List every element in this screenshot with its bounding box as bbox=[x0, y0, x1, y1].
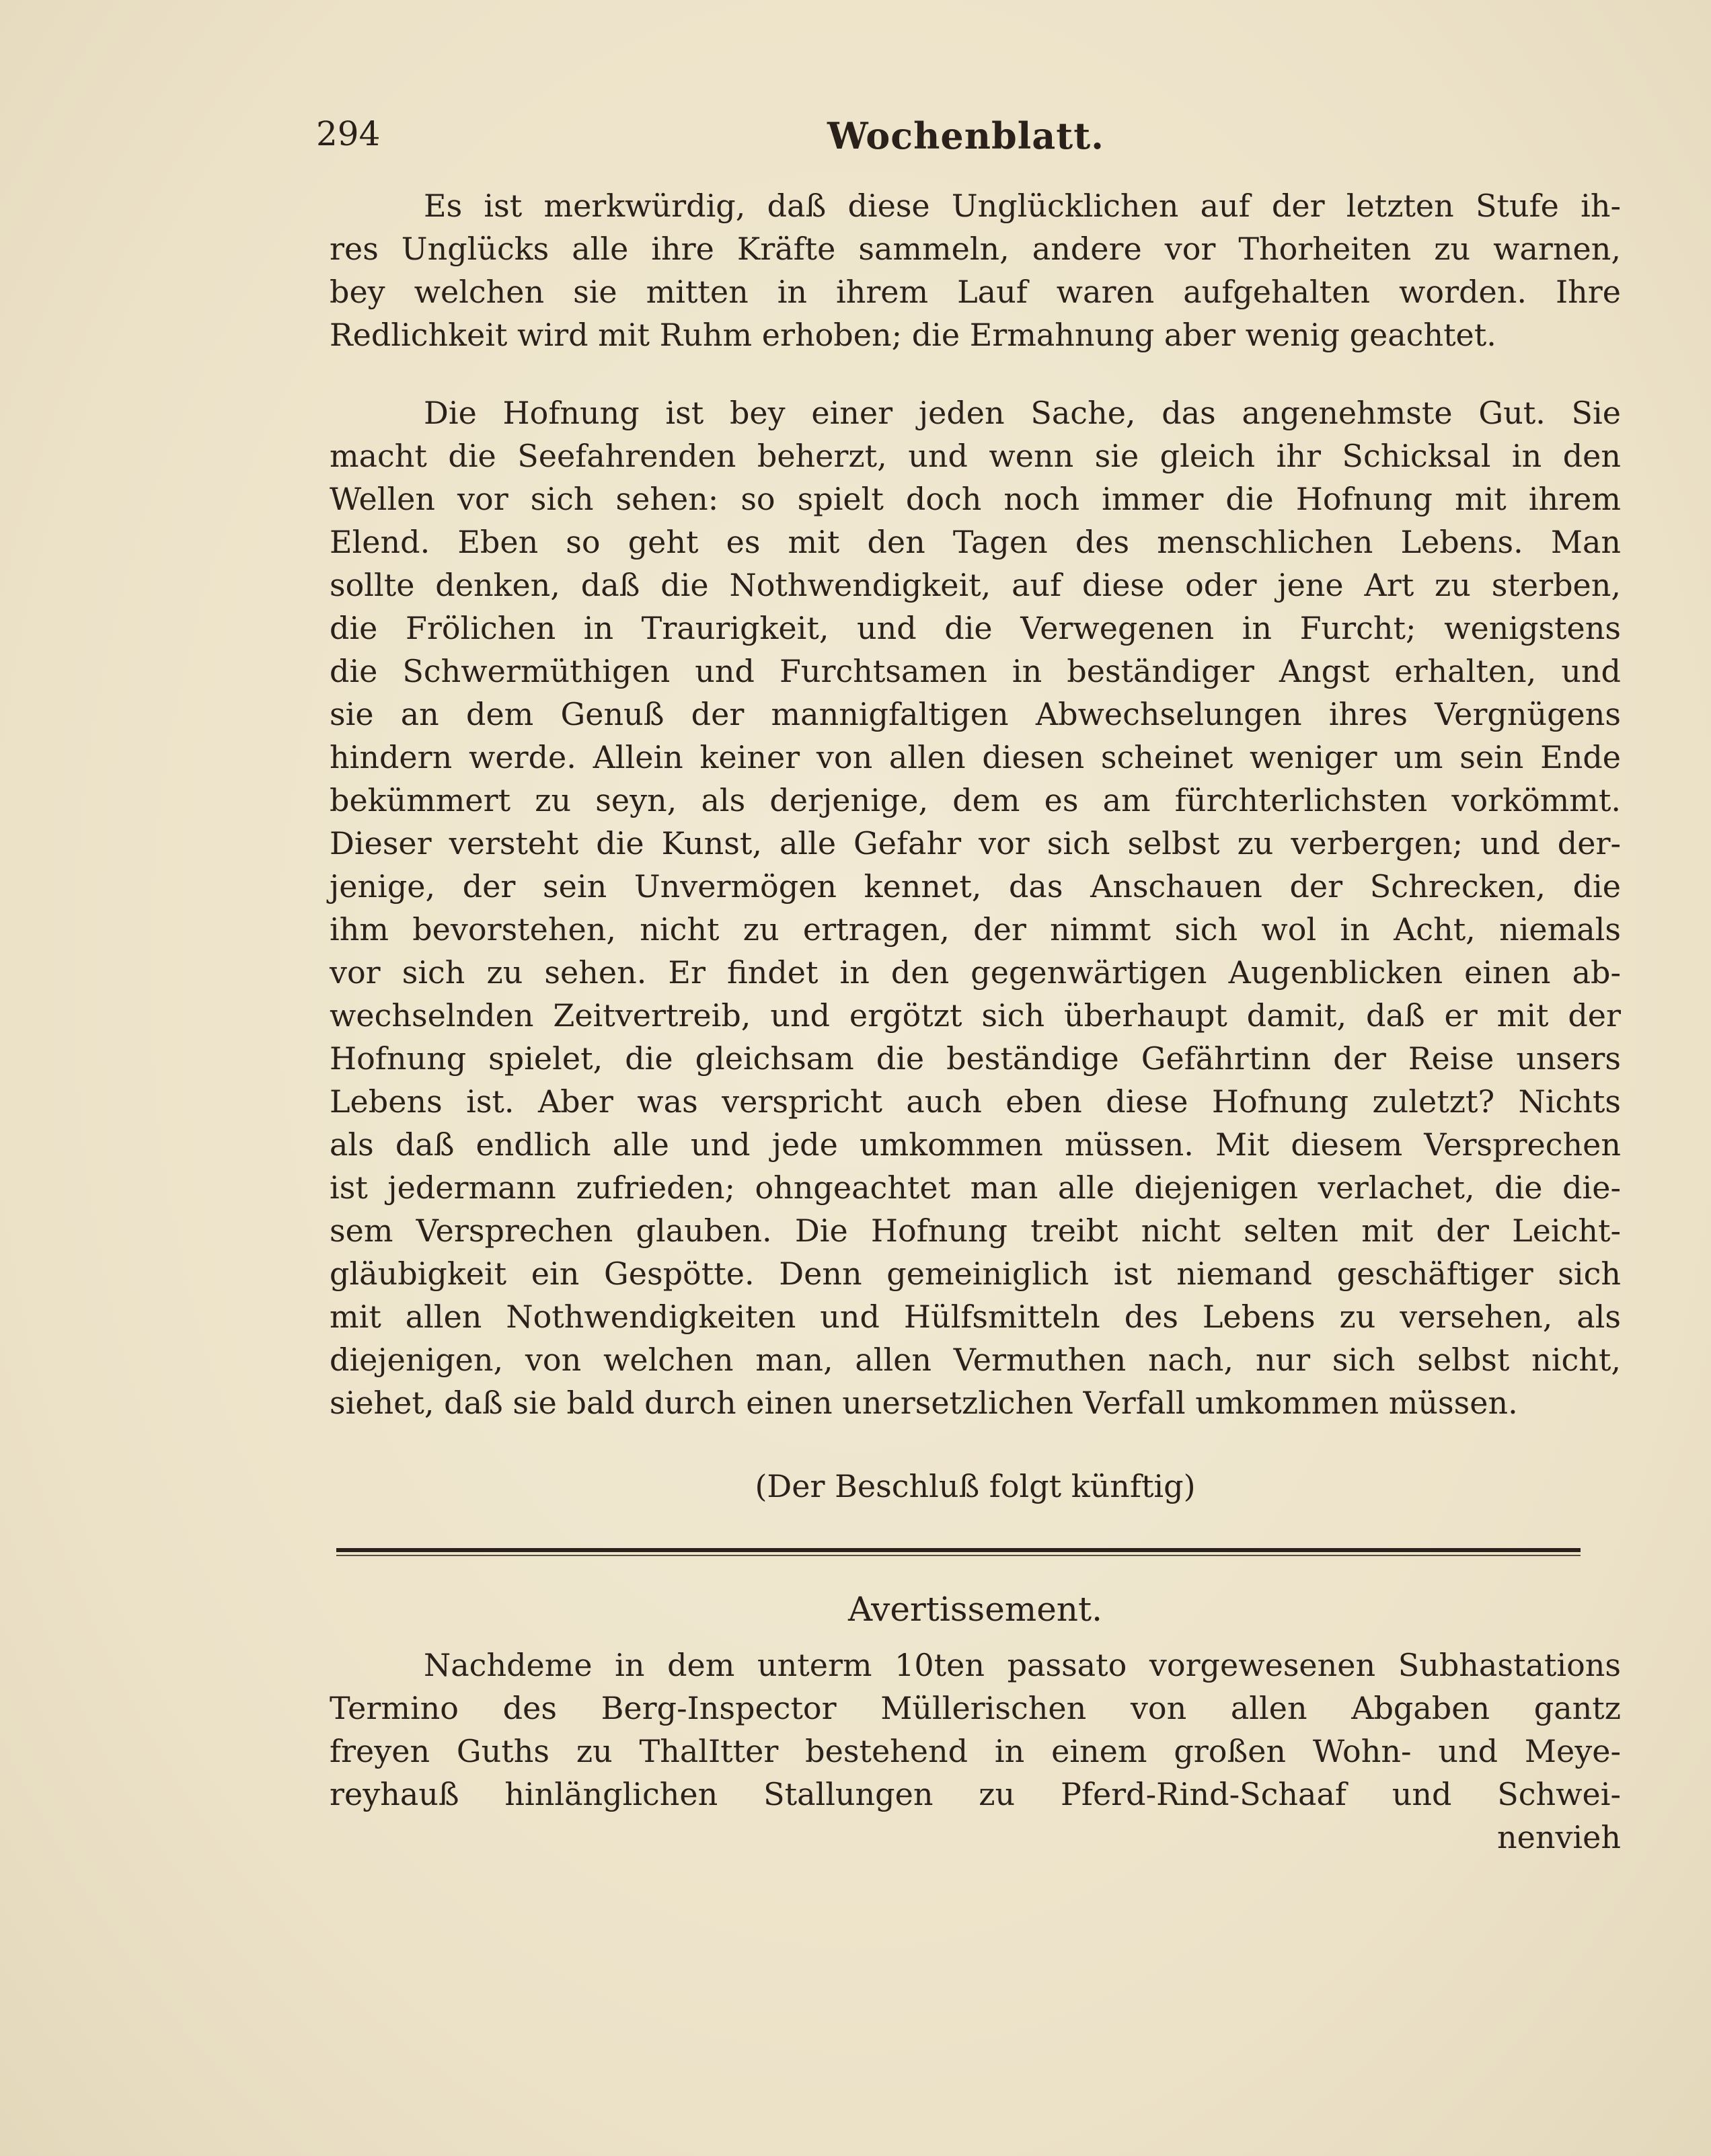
section-divider-thin bbox=[336, 1555, 1581, 1556]
text-line: als daß endlich alle und jede umkommen müssen. Mit diesem Versprechen bbox=[330, 1126, 1621, 1163]
continuation-note: (Der Beschluß folgt künftig) bbox=[755, 1468, 1196, 1504]
text-line: jenige, der sein Unvermögen kennet, das Anschauen der Schrecken, die bbox=[330, 868, 1621, 904]
running-head bbox=[316, 114, 1628, 168]
text-line: Elend. Eben so geht es mit den Tagen des menschlichen Lebens. Man bbox=[330, 524, 1621, 560]
running-title: Wochenblatt. bbox=[827, 114, 1104, 157]
text-line: sie an dem Genuß der mannigfaltigen Abwechselungen ihres Vergnügens bbox=[330, 696, 1621, 732]
text-line: die Frölichen in Traurigkeit, und die Verwegenen in Furcht; wenigstens bbox=[330, 610, 1621, 646]
paragraph-1 bbox=[330, 184, 1621, 356]
paragraph-2 bbox=[330, 391, 1621, 1424]
text-line: Dieser versteht die Kunst, alle Gefahr vor sich selbst zu verbergen; und der- bbox=[330, 825, 1621, 861]
text-line: Hofnung spielet, die gleichsam die beständige Gefährtinn der Reise unsers bbox=[330, 1040, 1621, 1077]
section-divider bbox=[336, 1548, 1581, 1552]
catchword: nenvieh bbox=[1496, 1819, 1621, 1855]
text-line: Die Hofnung ist bey einer jeden Sache, das angenehmste Gut. Sie bbox=[424, 395, 1621, 431]
text-line: ist jedermann zufrieden; ohngeachtet man alle diejenigen verlachet, die die- bbox=[330, 1169, 1621, 1206]
text-line: gläubigkeit ein Gespötte. Denn gemeiniglich ist niemand geschäftiger sich bbox=[330, 1256, 1621, 1292]
text-line: siehet, daß sie bald durch einen unersetzlichen Verfall umkommen müssen. bbox=[330, 1385, 1518, 1421]
text-line: res Unglücks alle ihre Kräfte sammeln, andere vor Thorheiten zu warnen, bbox=[330, 231, 1621, 267]
text-line: vor sich zu sehen. Er findet in den gegenwärtigen Augenblicken einen ab- bbox=[330, 954, 1621, 991]
text-line: freyen Guths zu ThalItter bestehend in einem großen Wohn- und Meye- bbox=[330, 1733, 1621, 1769]
text-line: sem Versprechen glauben. Die Hofnung treibt nicht selten mit der Leicht- bbox=[330, 1212, 1621, 1249]
text-line: reyhauß hinlänglichen Stallungen zu Pferd-Rind-Schaaf und Schwei- bbox=[330, 1776, 1621, 1812]
notice-heading: Avertissement. bbox=[847, 1590, 1102, 1629]
text-line: mit allen Nothwendigkeiten und Hülfsmitteln des Lebens zu versehen, als bbox=[330, 1299, 1621, 1335]
text-line: ihm bevorstehen, nicht zu ertragen, der nimmt sich wol in Acht, niemals bbox=[330, 911, 1621, 948]
text-line: hindern werde. Allein keiner von allen diesen scheinet weniger um sein Ende bbox=[330, 739, 1621, 775]
text-line: Redlichkeit wird mit Ruhm erhoben; die Ermahnung aber wenig geachtet. bbox=[330, 317, 1496, 353]
text-line: Nachdeme in dem unterm 10ten passato vorgewesenen Subhastations bbox=[424, 1647, 1621, 1683]
text-line: macht die Seefahrenden beherzt, und wenn sie gleich ihr Schicksal in den bbox=[330, 438, 1621, 474]
text-line: diejenigen, von welchen man, allen Vermuthen nach, nur sich selbst nicht, bbox=[330, 1342, 1621, 1378]
text-line: sollte denken, daß die Nothwendigkeit, auf diese oder jene Art zu sterben, bbox=[330, 567, 1621, 603]
page-number: 294 bbox=[316, 114, 381, 153]
text-line: bey welchen sie mitten in ihrem Lauf waren aufgehalten worden. Ihre bbox=[330, 274, 1621, 310]
text-line: bekümmert zu seyn, als derjenige, dem es am fürchterlichsten vorkömmt. bbox=[330, 782, 1621, 818]
text-line: die Schwermüthigen und Furchtsamen in beständiger Angst erhalten, und bbox=[330, 653, 1621, 689]
text-line: wechselnden Zeitvertreib, und ergötzt sich überhaupt damit, daß er mit der bbox=[330, 997, 1621, 1034]
text-line: Es ist merkwürdig, daß diese Unglücklichen auf der letzten Stufe ih- bbox=[424, 188, 1621, 224]
text-line: Lebens ist. Aber was verspricht auch eben diese Hofnung zuletzt? Nichts bbox=[330, 1083, 1621, 1120]
text-line: Wellen vor sich sehen: so spielt doch noch immer die Hofnung mit ihrem bbox=[330, 481, 1621, 517]
notice-paragraph bbox=[330, 1644, 1621, 1859]
text-line: Termino des Berg-Inspector Müllerischen von allen Abgaben gantz bbox=[330, 1690, 1621, 1726]
